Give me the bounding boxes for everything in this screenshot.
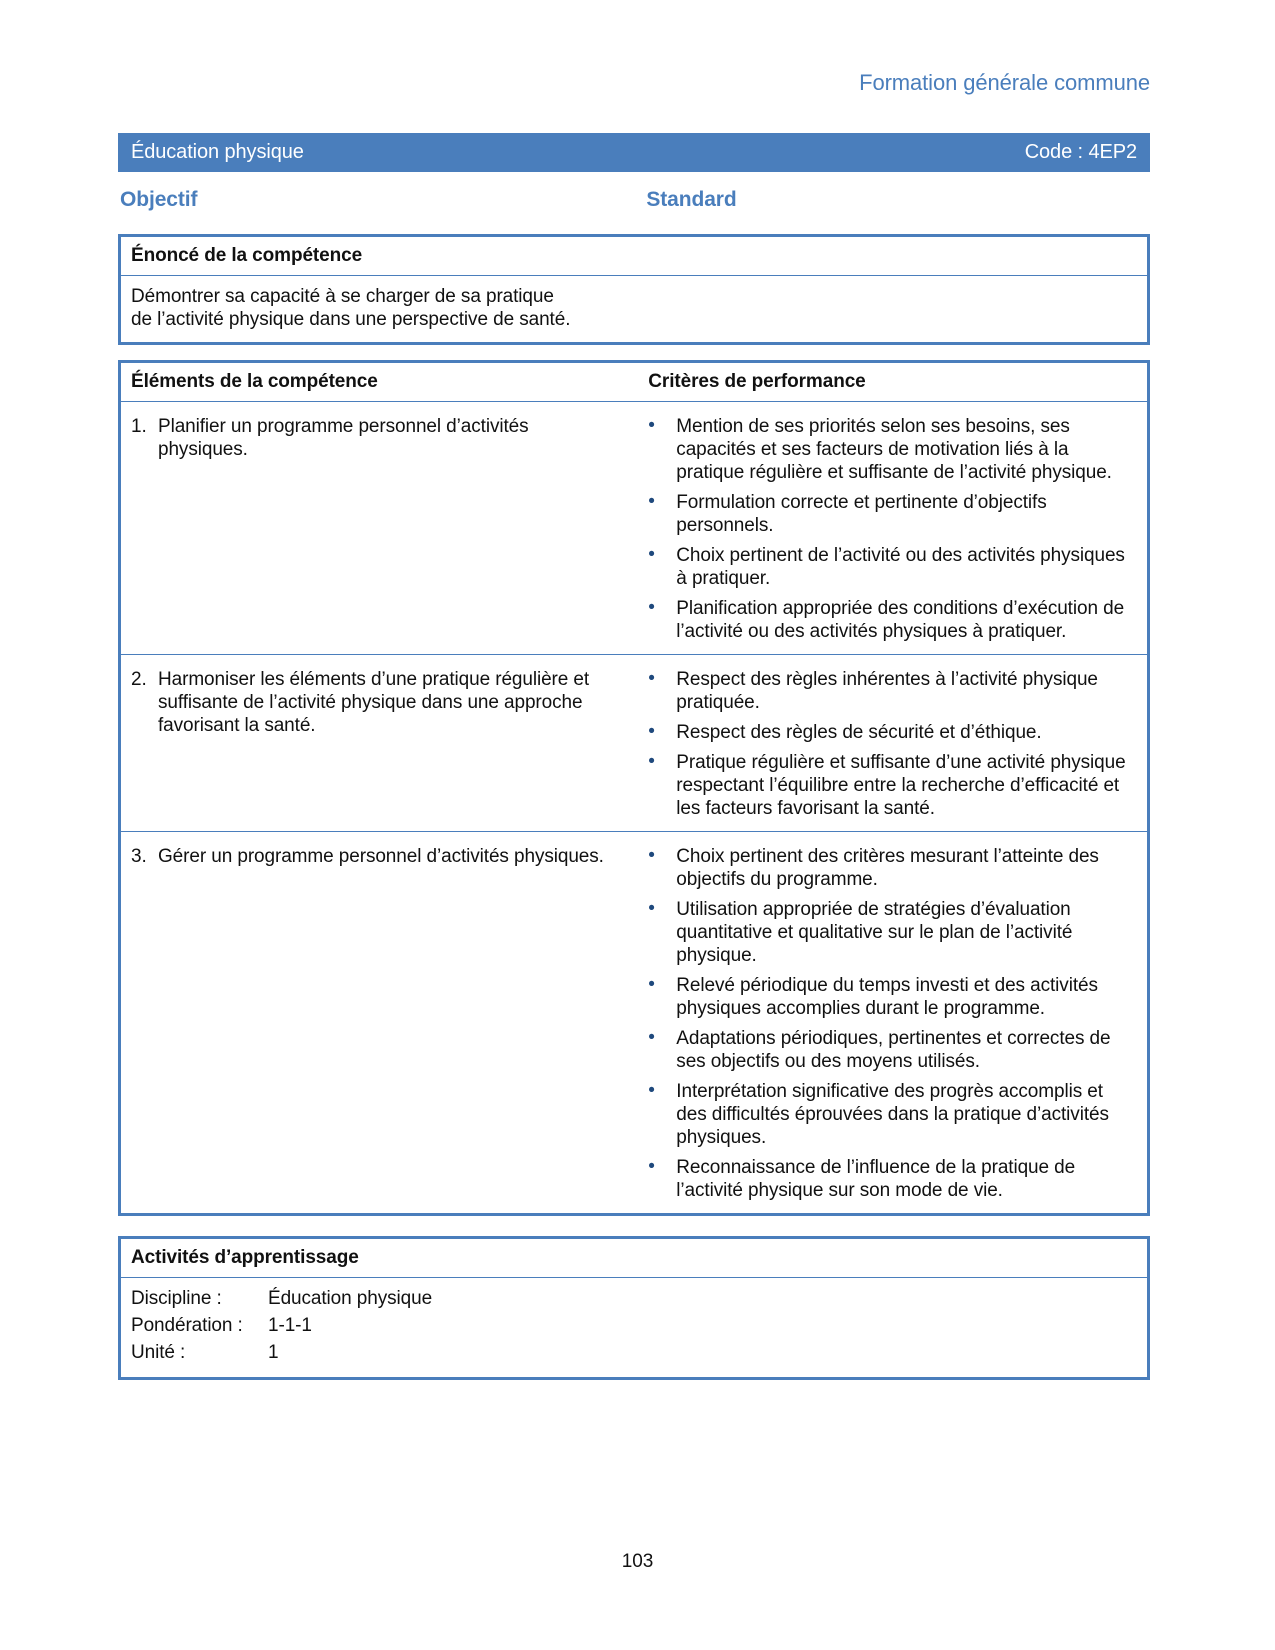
standard-heading: Standard <box>646 188 737 211</box>
criteria-text: Planification appropriée des conditions d’exécution de l’activité ou des activités physiques à pratiquer. <box>676 598 1125 642</box>
criteres-header: Critères de performance <box>648 371 866 392</box>
enonce-body <box>121 276 1147 342</box>
field-label: Discipline : <box>131 1288 222 1309</box>
enonce-line: de l’activité physique dans une perspective de santé. <box>131 309 571 330</box>
criteria-item <box>646 898 1133 967</box>
field-label: Pondération : <box>131 1315 243 1336</box>
element-number: 2. <box>131 669 147 690</box>
bullet-dot-icon: • <box>648 491 655 512</box>
criteria-item <box>646 1156 1133 1202</box>
criteria-item <box>646 1080 1133 1149</box>
criteria-text: Adaptations périodiques, pertinentes et correctes de ses objectifs ou des moyens utilisés. <box>676 1028 1111 1072</box>
enonce-line: Démontrer sa capacité à se charger de sa pratique <box>131 286 554 307</box>
criteria-cell <box>646 832 1147 1213</box>
activities-body <box>121 1278 1147 1377</box>
criteria-text: Respect des règles de sécurité et d’éthique. <box>676 722 1042 743</box>
field-value: Éducation physique <box>268 1288 433 1309</box>
criteria-item <box>646 544 1133 590</box>
criteria-item <box>646 415 1133 484</box>
element-text: Planifier un programme personnel d’activités physiques. <box>158 416 529 460</box>
element-text: Gérer un programme personnel d’activités physiques. <box>158 846 604 867</box>
competence-table <box>118 360 1150 1216</box>
activities-field <box>131 1341 1135 1364</box>
field-value: 1-1-1 <box>268 1315 312 1336</box>
bullet-dot-icon: • <box>648 898 655 919</box>
element-number: 1. <box>131 416 147 437</box>
criteria-text: Respect des règles inhérentes à l’activité physique pratiquée. <box>676 669 1098 713</box>
criteria-text: Utilisation appropriée de stratégies d’évaluation quantitative et qualitative sur le plan de l’activité physique. <box>676 899 1073 966</box>
course-code: Code : 4EP2 <box>1024 141 1137 163</box>
element-cell <box>121 832 646 1213</box>
criteria-text: Relevé périodique du temps investi et des activités physiques accomplies durant le programme. <box>676 975 1098 1019</box>
criteria-text: Reconnaissance de l’influence de la pratique de l’activité physique sur son mode de vie. <box>676 1157 1076 1201</box>
table-row <box>121 832 1147 1213</box>
criteria-item <box>646 974 1133 1020</box>
element-number: 3. <box>131 846 147 867</box>
element-cell <box>121 402 646 654</box>
criteria-text: Choix pertinent des critères mesurant l’atteinte des objectifs du programme. <box>676 846 1099 890</box>
element-text: Harmoniser les éléments d’une pratique régulière et suffisante de l’activité physique dans une approche favorisant la santé. <box>158 669 590 736</box>
criteria-cell <box>646 655 1147 831</box>
table-header-row <box>121 363 1147 402</box>
criteria-item <box>646 751 1133 820</box>
table-row <box>121 655 1147 832</box>
criteria-text: Interprétation significative des progrès accomplis et des difficultés éprouvées dans la pratique d’activités physiques. <box>676 1081 1109 1148</box>
criteria-item <box>646 1027 1133 1073</box>
bullet-dot-icon: • <box>648 415 655 436</box>
column-headings <box>118 187 1150 213</box>
criteria-text: Choix pertinent de l’activité ou des activités physiques à pratiquer. <box>676 545 1125 589</box>
criteria-item <box>646 597 1133 643</box>
elements-header: Éléments de la compétence <box>131 371 378 392</box>
activities-box <box>118 1236 1150 1380</box>
bullet-dot-icon: • <box>648 544 655 565</box>
criteria-item <box>646 491 1133 537</box>
bullet-dot-icon: • <box>648 974 655 995</box>
bullet-dot-icon: • <box>648 668 655 689</box>
objectif-heading: Objectif <box>120 188 198 211</box>
enonce-title: Énoncé de la compétence <box>121 237 1147 276</box>
bullet-dot-icon: • <box>648 1156 655 1177</box>
discipline-title: Éducation physique <box>131 141 304 163</box>
bullet-dot-icon: • <box>648 1080 655 1101</box>
field-label: Unité : <box>131 1342 186 1363</box>
section-title-bar <box>118 133 1150 172</box>
table-row <box>121 402 1147 655</box>
criteria-item <box>646 668 1133 714</box>
running-header: Formation générale commune <box>859 70 1150 95</box>
bullet-dot-icon: • <box>648 1027 655 1048</box>
field-value: 1 <box>268 1342 279 1363</box>
criteria-item <box>646 721 1133 744</box>
bullet-dot-icon: • <box>648 721 655 742</box>
bullet-dot-icon: • <box>648 845 655 866</box>
activities-field <box>131 1314 1135 1337</box>
bullet-dot-icon: • <box>648 597 655 618</box>
criteria-text: Pratique régulière et suffisante d’une activité physique respectant l’équilibre entre la recherche d’efficacité et les facteurs favorisant la santé. <box>676 752 1126 819</box>
document-content <box>118 0 1150 1380</box>
criteria-item <box>646 845 1133 891</box>
bullet-dot-icon: • <box>648 751 655 772</box>
enonce-box <box>118 234 1150 345</box>
criteria-text: Mention de ses priorités selon ses besoins, ses capacités et ses facteurs de motivation liés à la pratique régulière et suffisante de l’activité physique. <box>676 416 1112 483</box>
page-number: 103 <box>621 1551 654 1572</box>
criteria-text: Formulation correcte et pertinente d’objectifs personnels. <box>676 492 1047 536</box>
criteria-cell <box>646 402 1147 654</box>
element-cell <box>121 655 646 831</box>
activities-field <box>131 1287 1135 1310</box>
activities-title: Activités d’apprentissage <box>121 1239 1147 1278</box>
